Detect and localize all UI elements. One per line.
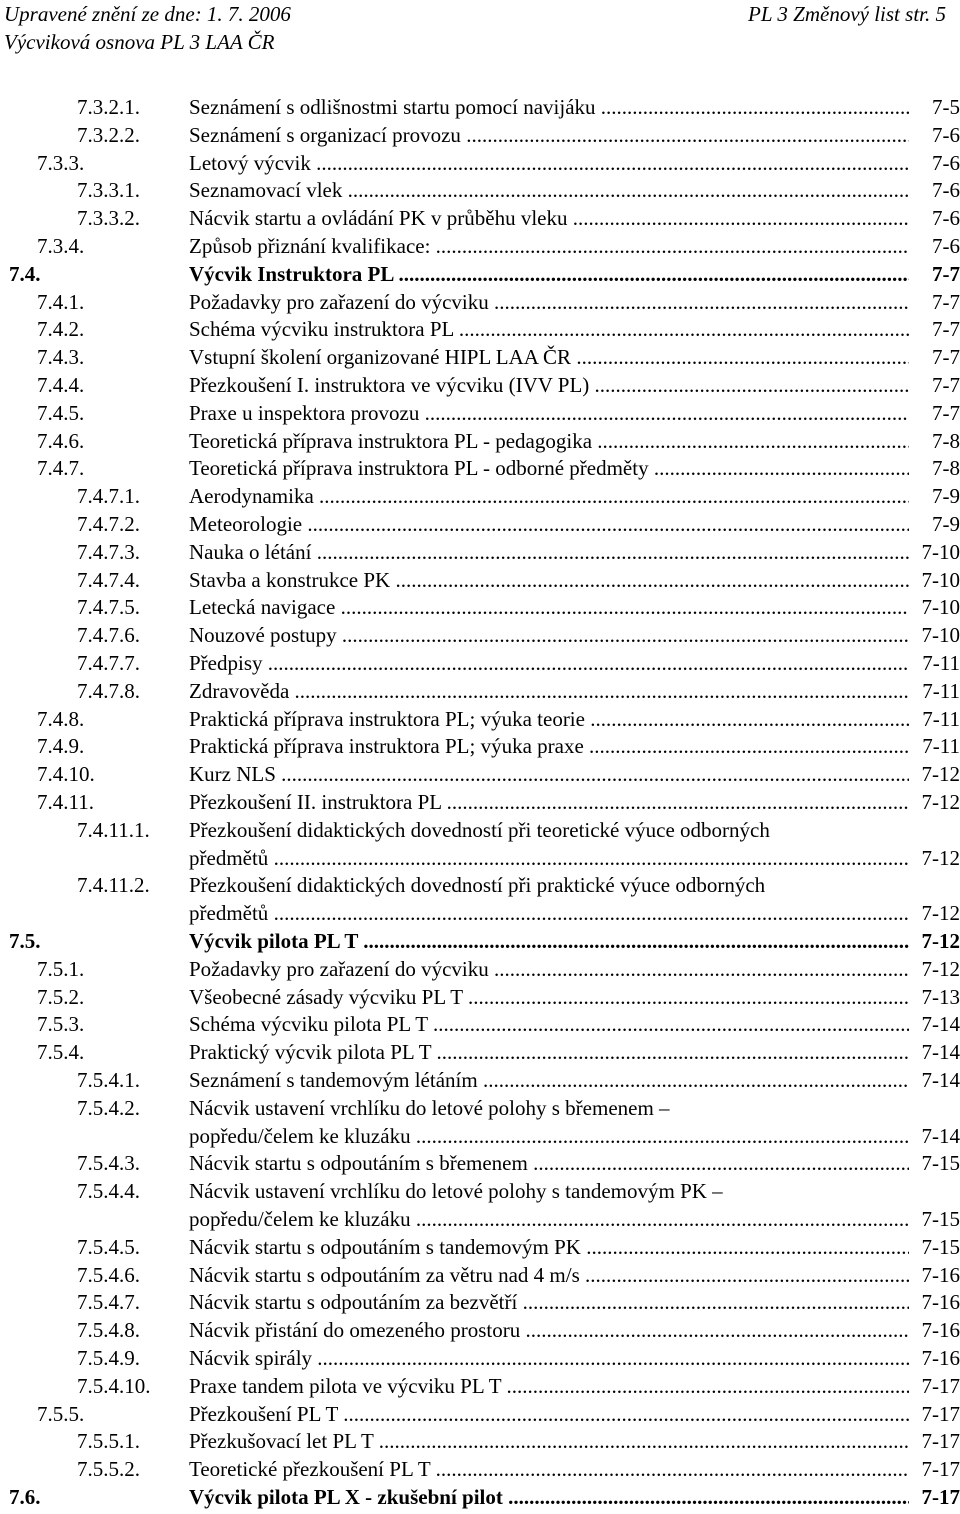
toc-title: Zdravověda ..... [189,679,909,703]
toc-title: Přezkušovací let PL T ..... [189,1429,909,1453]
toc-page-number: 7-15 [909,1207,960,1231]
toc-page-number: 7-6 [909,206,960,230]
toc-title: Vstupní školení organizované HIPL LAA ČR ..... [189,345,909,369]
toc-title-line1: Nácvik ustavení vrchlíku do letové polohy s tandemovým PK – [189,1179,723,1204]
toc-page-number: 7-16 [909,1318,960,1342]
toc-number: 7.5.4.7. [77,1290,140,1315]
toc-number: 7.5.5.1. [77,1429,140,1454]
toc-page-number: 7-6 [909,123,960,147]
toc-entry[interactable] [0,1179,960,1207]
toc-page-number: 7-6 [909,151,960,175]
toc-number: 7.4.7.4. [77,567,140,592]
toc-page-number: 7-10 [909,568,960,592]
toc-entry[interactable] [0,1263,960,1291]
toc-title: Schéma výcviku instruktora PL ..... [189,317,909,341]
toc-entry[interactable] [0,1068,960,1096]
toc-title: Praxe tandem pilota ve výcviku PL T ..... [189,1374,909,1398]
toc-title: předmětů ..... [189,901,909,925]
toc-title: Požadavky pro zařazení do výcviku ..... [189,957,909,981]
toc-title: Nácvik startu s odpoutáním s tandemovým PK ..... [189,1235,909,1259]
toc-number: 7.5.3. [37,1012,85,1037]
toc-page-number: 7-16 [909,1290,960,1314]
toc-entry[interactable] [0,1124,960,1152]
toc-entry[interactable] [0,595,960,623]
toc-number: 7.3.2.2. [77,122,140,147]
toc-entry[interactable] [0,568,960,596]
toc-title: Předpisy ..... [189,651,909,675]
toc-number: 7.4.11.2. [77,873,150,898]
toc-number: 7.4.7.1. [77,484,140,509]
toc-number: 7.5.4.10. [77,1373,151,1398]
toc-page-number: 7-9 [909,512,960,536]
toc-number: 7.5.4.3. [77,1151,140,1176]
toc-number: 7.4.3. [37,345,85,370]
toc-page-number: 7-16 [909,1346,960,1370]
toc-number: 7.3.4. [37,234,85,258]
toc-entry[interactable] [0,1096,960,1124]
toc-entry[interactable] [0,901,960,929]
toc-title: Stavba a konstrukce PK ..... [189,568,909,592]
toc-number: 7.4.11.1. [77,817,150,842]
toc-entry[interactable] [0,1374,960,1402]
toc-entry[interactable] [0,1346,960,1374]
toc-title: Výcvik pilota PL X - zkušební pilot ..... [189,1485,909,1509]
toc-page-number: 7-8 [909,429,960,453]
toc-number: 7.5.2. [37,984,85,1009]
toc-number: 7.5.4. [37,1040,85,1065]
toc-entry[interactable] [0,401,960,429]
toc-number: 7.4.1. [37,289,85,314]
toc-title: Přezkoušení I. instruktora ve výcviku (IVV PL) ..... [189,373,909,397]
toc-title: Požadavky pro zařazení do výcviku ..... [189,290,909,314]
toc-title: Nácvik startu s odpoutáním za bezvětří ..... [189,1290,909,1314]
toc-title: Letecká navigace ..... [189,595,909,619]
toc-entry[interactable] [0,1207,960,1235]
toc-number: 7.4.10. [37,762,95,787]
toc-entry[interactable] [0,95,960,123]
toc-page-number: 7-7 [909,345,960,369]
toc-entry[interactable] [0,985,960,1013]
toc-title: Nácvik startu a ovládání PK v průběhu vleku ..... [189,206,909,230]
toc-title: Teoretické přezkoušení PL T ..... [189,1457,909,1481]
toc-title: Kurz NLS ..... [189,762,909,786]
toc-page-number: 7-17 [909,1402,960,1426]
toc-entry[interactable] [0,1235,960,1263]
toc-page-number: 7-17 [909,1485,960,1509]
toc-title: Seznámení s tandemovým létáním ..... [189,1068,909,1092]
toc-page-number: 7-12 [909,901,960,925]
toc-title: Letový výcvik ..... [189,151,909,175]
toc-number: 7.4.8. [37,706,85,731]
toc-entry[interactable] [0,317,960,345]
toc-entry[interactable] [0,484,960,512]
toc-page-number: 7-17 [909,1429,960,1453]
toc-title: Praktický výcvik pilota PL T ..... [189,1040,909,1064]
toc-page-number: 7-14 [909,1124,960,1148]
toc-title-line1: Přezkoušení didaktických dovedností při teoretické výuce odborných [189,817,770,842]
toc-number: 7.4.9. [37,734,85,759]
toc-title-line1: Nácvik ustavení vrchlíku do letové polohy s břemenem – [189,1095,670,1120]
toc-title: Nouzové postupy ..... [189,623,909,647]
toc-number: 7.4.11. [37,790,94,814]
toc-entry[interactable] [0,345,960,373]
toc-entry[interactable] [0,846,960,874]
toc-page-number: 7-15 [909,1235,960,1259]
toc-number: 7.5.4.1. [77,1068,140,1092]
toc-number: 7.5.4.4. [77,1179,140,1204]
toc-number: 7.5.4.2. [77,1095,140,1120]
toc-title: Praktická příprava instruktora PL; výuka teorie ..... [189,707,909,731]
header-right: PL 3 Změnový list str. 5 [748,2,946,26]
toc-entry[interactable] [0,206,960,234]
toc-number: 7.4.7.8. [77,678,140,703]
toc-entry[interactable] [0,1318,960,1346]
toc-title: Seznamovací vlek ..... [189,178,909,202]
toc-number: 7.3.3.1. [77,178,140,203]
toc-entry[interactable] [0,1429,960,1457]
toc-number: 7.3.3. [37,150,85,175]
toc-page-number: 7-16 [909,1263,960,1287]
toc-page-number: 7-10 [909,595,960,619]
toc-entry[interactable] [0,762,960,790]
toc-title: předmětů ..... [189,846,909,870]
toc-number: 7.4.5. [37,400,85,425]
toc-page-number: 7-17 [909,1457,960,1481]
toc-page-number: 7-11 [909,651,960,675]
toc-entry[interactable] [0,373,960,401]
toc-page-number: 7-10 [909,540,960,564]
toc-entry[interactable] [0,818,960,846]
toc-title: Výcvik Instruktora PL ..... [189,262,909,286]
toc-title: Nácvik startu s odpoutáním za větru nad 4 m/s ..... [189,1263,909,1287]
toc-number: 7.5.4.8. [77,1318,140,1343]
toc-entry[interactable] [0,1402,960,1430]
toc-number: 7.4.6. [37,428,85,453]
toc-number: 7.4.7.2. [77,512,140,536]
toc-title: Teoretická příprava instruktora PL - pedagogika ..... [189,429,909,453]
toc-entry[interactable] [0,651,960,679]
toc-number: 7.5.4.9. [77,1346,140,1370]
toc-entry[interactable] [0,1485,960,1513]
toc-title: Praktická příprava instruktora PL; výuka praxe ..... [189,734,909,758]
toc-title: Nácvik startu s odpoutáním s břemenem ..... [189,1151,909,1175]
toc-entry[interactable] [0,1290,960,1318]
toc-title: popředu/čelem ke kluzáku ..... [189,1207,909,1231]
toc-number: 7.5.5.2. [77,1457,140,1482]
toc-page-number: 7-12 [909,762,960,786]
toc-page-number: 7-14 [909,1012,960,1036]
toc-number: 7.5.4.5. [77,1234,140,1259]
toc-number: 7.5. [9,929,41,953]
toc-page-number: 7-7 [909,317,960,341]
toc-entry[interactable] [0,512,960,540]
toc-number: 7.4.7.7. [77,651,140,675]
toc-entry[interactable] [0,790,960,818]
toc-number: 7.4. [9,261,41,286]
toc-number: 7.3.3.2. [77,206,140,231]
toc-entry[interactable] [0,123,960,151]
toc-entry[interactable] [0,623,960,651]
toc-page-number: 7-7 [909,373,960,397]
toc-title: Výcvik pilota PL T ..... [189,929,909,953]
toc-page-number: 7-12 [909,929,960,953]
toc-title: Aerodynamika ..... [189,484,909,508]
toc-page-number: 7-7 [909,262,960,286]
toc-entry[interactable] [0,873,960,901]
toc-number: 7.4.7.5. [77,595,140,620]
toc-page-number: 7-9 [909,484,960,508]
toc-number: 7.4.2. [37,317,85,342]
toc-page-number: 7-14 [909,1068,960,1092]
toc-title: Přezkoušení PL T ..... [189,1402,909,1426]
toc-title: Schéma výcviku pilota PL T ..... [189,1012,909,1036]
toc-title: popředu/čelem ke kluzáku ..... [189,1124,909,1148]
toc-number: 7.6. [9,1485,41,1509]
toc-number: 7.5.5. [37,1401,85,1426]
toc-title: Seznámení s odlišnostmi startu pomocí navijáku ..... [189,95,909,119]
toc-page-number: 7-11 [909,707,960,731]
toc-entry[interactable] [0,1457,960,1485]
toc-page-number: 7-12 [909,957,960,981]
toc-page-number: 7-6 [909,234,960,258]
toc-entry[interactable] [0,262,960,290]
toc-title: Teoretická příprava instruktora PL - odborné předměty ..... [189,456,909,480]
toc-number: 7.4.7.6. [77,623,140,648]
toc-entry[interactable] [0,290,960,318]
toc-number: 7.3.2.1. [77,95,140,119]
toc-number: 7.5.1. [37,956,85,981]
toc-entry[interactable] [0,679,960,707]
toc-title: Nácvik spirály ..... [189,1346,909,1370]
toc-title: Nauka o létání ..... [189,540,909,564]
toc-title: Praxe u inspektora provozu ..... [189,401,909,425]
toc-title: Nácvik přistání do omezeného prostoru ..... [189,1318,909,1342]
toc-entry[interactable] [0,957,960,985]
toc-page-number: 7-7 [909,290,960,314]
toc-entry[interactable] [0,1012,960,1040]
toc-title: Seznámení s organizací provozu ..... [189,123,909,147]
toc-number: 7.4.7.3. [77,539,140,564]
toc-page-number: 7-14 [909,1040,960,1064]
header-left-line2: Výcviková osnova PL 3 LAA ČR [4,30,275,54]
toc-entry[interactable] [0,734,960,762]
toc-page-number: 7-11 [909,679,960,703]
toc-title: Meteorologie ..... [189,512,909,536]
toc-entry[interactable] [0,707,960,735]
toc-entry[interactable] [0,456,960,484]
toc-page-number: 7-15 [909,1151,960,1175]
toc-entry[interactable] [0,1151,960,1179]
toc-entry[interactable] [0,540,960,568]
toc-page-number: 7-13 [909,985,960,1009]
toc-page-number: 7-11 [909,734,960,758]
toc-number: 7.4.7. [37,456,85,481]
toc-page-number: 7-10 [909,623,960,647]
toc-title: Způsob přiznání kvalifikace: ..... [189,234,909,258]
toc-title: Všeobecné zásady výcviku PL T ..... [189,985,909,1009]
toc-entry[interactable] [0,929,960,957]
toc-entry[interactable] [0,178,960,206]
header-left-line1: Upravené znění ze dne: 1. 7. 2006 [4,2,291,26]
toc-page-number: 7-5 [909,95,960,119]
toc-entry[interactable] [0,1040,960,1068]
toc-entry[interactable] [0,151,960,179]
toc-page-number: 7-17 [909,1374,960,1398]
toc-title-line1: Přezkoušení didaktických dovedností při praktické výuce odborných [189,873,766,898]
toc-title: Přezkoušení II. instruktora PL ..... [189,790,909,814]
toc-entry[interactable] [0,429,960,457]
toc-page-number: 7-12 [909,846,960,870]
toc-page-number: 7-12 [909,790,960,814]
toc-page-number: 7-8 [909,456,960,480]
toc-number: 7.4.4. [37,373,85,397]
toc-page-number: 7-6 [909,178,960,202]
toc-page-number: 7-7 [909,401,960,425]
toc-entry[interactable] [0,234,960,262]
toc-number: 7.5.4.6. [77,1262,140,1287]
